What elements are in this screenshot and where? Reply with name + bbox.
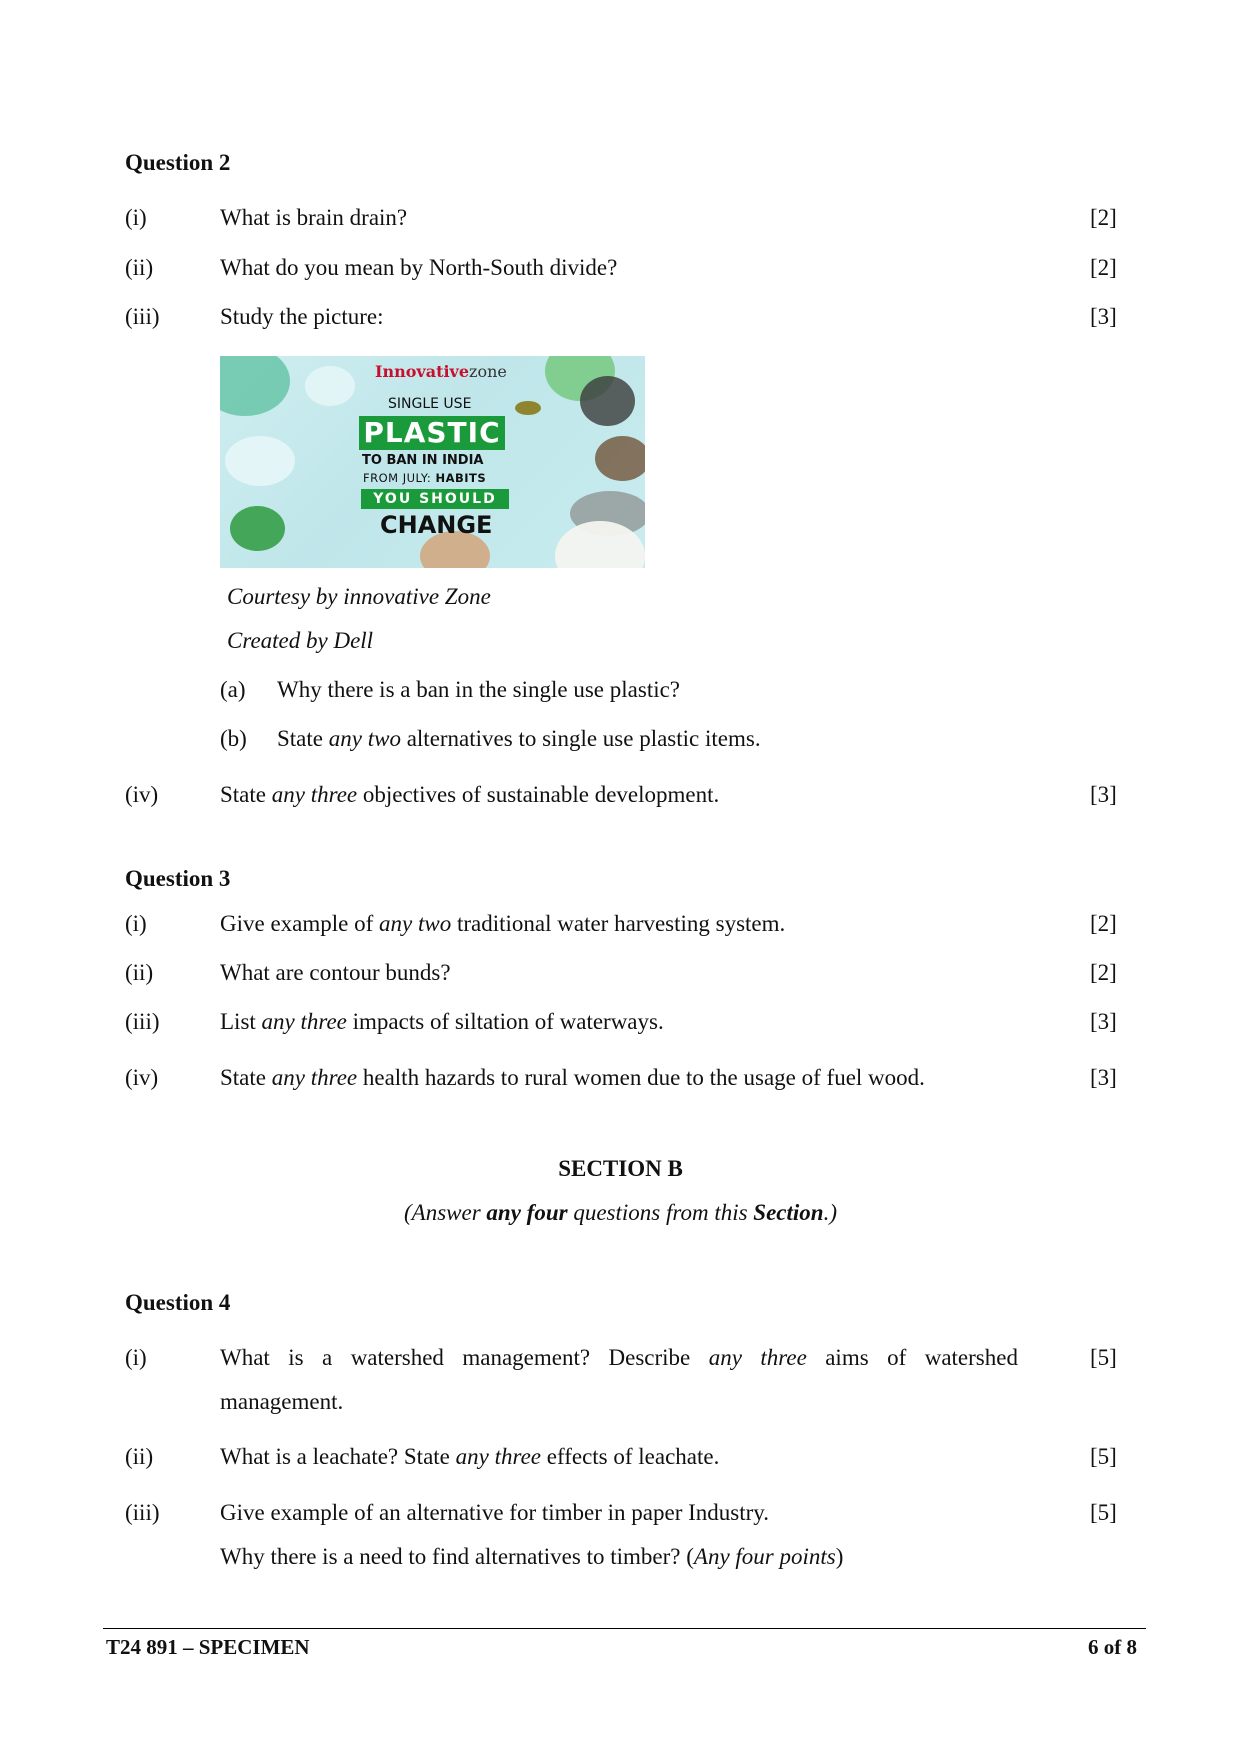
q2-iii-a-number: (a) [220,677,246,702]
q3-i-number: (i) [125,911,147,936]
q4-i-number: (i) [125,1345,147,1370]
q4-ii-marks: [5] [1090,1444,1117,1469]
footer-paper-code: T24 891 – SPECIMEN [106,1635,310,1659]
q4-i-text-line1: What is a watershed management? Describe any three aims of watershed [220,1345,1018,1370]
q2-i-number: (i) [125,205,147,230]
q3-ii-text: What are contour bunds? [220,960,451,985]
q2-i-marks: [2] [1090,205,1117,230]
picture-created-caption: Created by Dell [227,628,374,653]
picture-to-ban-text: TO BAN IN INDIA [362,453,484,468]
picture-change-text: CHANGE [380,511,493,539]
q2-iii-a-text: Why there is a ban in the single use plastic? [277,677,681,702]
q3-iii-marks: [3] [1090,1009,1117,1034]
q2-ii-marks: [2] [1090,255,1117,280]
picture-courtesy-caption: Courtesy by innovative Zone [227,584,491,609]
footer-page-number: 6 of 8 [1088,1635,1137,1659]
q2-iii-marks: [3] [1090,304,1117,329]
q2-iv-marks: [3] [1090,782,1117,807]
picture-plastic-text: PLASTIC [359,416,505,450]
q4-iii-number: (iii) [125,1500,160,1525]
q4-i-marks: [5] [1090,1345,1117,1370]
q2-iii-text: Study the picture: [220,304,384,329]
q2-ii-text: What do you mean by North-South divide? [220,255,618,280]
q3-iv-number: (iv) [125,1065,159,1090]
plastic-ban-picture [220,356,645,568]
question-4-heading: Question 4 [125,1290,231,1315]
q2-iii-b-text: State any two alternatives to single use plastic items. [277,726,761,751]
q3-ii-number: (ii) [125,960,154,985]
q4-ii-text: What is a leachate? State any three effects of leachate. [220,1444,720,1469]
q3-i-text: Give example of any two traditional water harvesting system. [220,911,786,936]
q2-ii-number: (ii) [125,255,154,280]
q2-iv-number: (iv) [125,782,159,807]
q2-i-text: What is brain drain? [220,205,408,230]
picture-from-july-text: FROM JULY: HABITS [363,471,487,485]
section-b-instructions: (Answer any four questions from this Section.) [404,1200,837,1225]
picture-single-use-text: SINGLE USE [388,396,472,412]
q4-iii-text-line2: Why there is a need to find alternatives to timber? (Any four points) [220,1544,844,1569]
picture-you-should-text: YOU SHOULD [361,489,509,509]
q3-i-marks: [2] [1090,911,1117,936]
q4-iii-marks: [5] [1090,1500,1117,1525]
q3-ii-marks: [2] [1090,960,1117,985]
q4-i-text-line2: management. [220,1389,344,1414]
question-3-heading: Question 3 [125,866,231,891]
innovativezone-logo: Innovativezone [375,362,507,381]
q2-iv-text: State any three objectives of sustainable development. [220,782,720,807]
footer-divider [103,1628,1146,1629]
q3-iv-text: State any three health hazards to rural women due to the usage of fuel wood. [220,1065,925,1090]
q2-iii-number: (iii) [125,304,160,329]
q3-iii-number: (iii) [125,1009,160,1034]
section-b-title: SECTION B [558,1156,683,1181]
question-2-heading: Question 2 [125,150,231,175]
q4-iii-text-line1: Give example of an alternative for timber in paper Industry. [220,1500,770,1525]
q2-iii-b-number: (b) [220,726,247,751]
q3-iii-text: List any three impacts of siltation of waterways. [220,1009,664,1034]
q4-ii-number: (ii) [125,1444,154,1469]
q3-iv-marks: [3] [1090,1065,1117,1090]
